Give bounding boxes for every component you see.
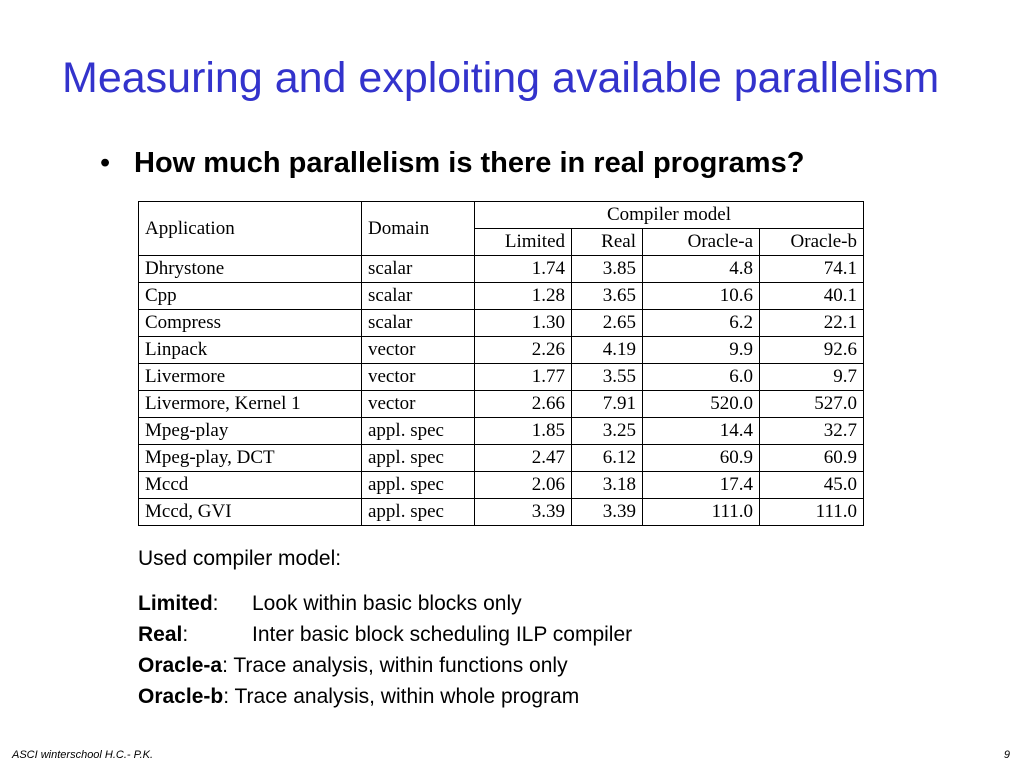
slide-title: Measuring and exploiting available parallelism [62,54,940,102]
cell-oracle-b: 9.7 [760,364,864,391]
cell-real: 4.19 [572,337,643,364]
table-row [139,499,864,526]
cell-domain: vector [362,364,475,391]
cell-oracle-a: 6.2 [643,310,760,337]
legend-term: Real [138,623,183,646]
parallelism-table [138,201,864,526]
legend-description: Trace analysis, within whole program [229,685,580,708]
page-number: 9 [1003,749,1010,761]
cell-oracle-b: 527.0 [760,391,864,418]
legend-term: Limited [138,592,213,615]
cell-domain: appl. spec [362,445,475,472]
cell-oracle-b: 92.6 [760,337,864,364]
cell-limited: 1.77 [475,364,572,391]
cell-domain: vector [362,391,475,418]
table-header-row [139,202,864,229]
cell-oracle-a: 60.9 [643,445,760,472]
header-limited: Limited [475,229,572,256]
cell-real: 3.25 [572,418,643,445]
cell-oracle-b: 32.7 [760,418,864,445]
cell-oracle-b: 40.1 [760,283,864,310]
cell-oracle-a: 4.8 [643,256,760,283]
header-compiler-model: Compiler model [475,202,864,229]
cell-oracle-b: 22.1 [760,310,864,337]
header-domain: Domain [362,202,475,256]
table-row [139,364,864,391]
cell-domain: vector [362,337,475,364]
cell-application: Mpeg-play [139,418,362,445]
bullet-point [100,145,804,181]
cell-limited: 1.28 [475,283,572,310]
cell-domain: scalar [362,310,475,337]
table-row [139,337,864,364]
legend-term: Oracle-a [138,654,223,677]
cell-real: 3.55 [572,364,643,391]
cell-oracle-a: 14.4 [643,418,760,445]
table-row [139,472,864,499]
header-oracle-b: Oracle-b [760,229,864,256]
table-row [139,283,864,310]
cell-real: 3.18 [572,472,643,499]
table-row [139,391,864,418]
legend-item-oracle-b [138,681,632,712]
legend-item-oracle-a [138,650,632,681]
cell-application: Compress [139,310,362,337]
legend-item-limited [138,588,632,619]
cell-oracle-b: 74.1 [760,256,864,283]
table-row [139,418,864,445]
cell-domain: appl. spec [362,418,475,445]
legend-description: Inter basic block scheduling ILP compiler [252,623,633,646]
cell-oracle-a: 111.0 [643,499,760,526]
cell-limited: 1.74 [475,256,572,283]
cell-oracle-b: 60.9 [760,445,864,472]
cell-application: Mccd [139,472,362,499]
compiler-model-legend [138,543,632,712]
cell-real: 3.85 [572,256,643,283]
legend-description: Trace analysis, within functions only [227,654,568,677]
header-application: Application [139,202,362,256]
cell-domain: scalar [362,256,475,283]
cell-oracle-b: 45.0 [760,472,864,499]
cell-limited: 1.30 [475,310,572,337]
cell-oracle-a: 17.4 [643,472,760,499]
cell-limited: 2.47 [475,445,572,472]
header-real: Real [572,229,643,256]
cell-application: Mccd, GVI [139,499,362,526]
cell-limited: 2.26 [475,337,572,364]
cell-real: 2.65 [572,310,643,337]
bullet-icon: • [100,147,111,179]
table-row [139,445,864,472]
cell-oracle-a: 9.9 [643,337,760,364]
legend-item-real [138,619,632,650]
cell-real: 3.39 [572,499,643,526]
cell-real: 7.91 [572,391,643,418]
cell-application: Cpp [139,283,362,310]
cell-real: 6.12 [572,445,643,472]
cell-application: Livermore [139,364,362,391]
cell-limited: 1.85 [475,418,572,445]
legend-term: Oracle-b [138,685,224,708]
cell-limited: 2.66 [475,391,572,418]
table-body [139,256,864,526]
legend-separator: : [212,592,219,615]
table-row [139,310,864,337]
footer-credit: ASCI winterschool H.C.- P.K. [12,749,154,761]
legend-separator: : [182,623,189,646]
cell-application: Linpack [139,337,362,364]
cell-oracle-a: 10.6 [643,283,760,310]
legend-description: Look within basic blocks only [252,592,522,615]
cell-domain: scalar [362,283,475,310]
cell-limited: 3.39 [475,499,572,526]
cell-oracle-a: 520.0 [643,391,760,418]
legend-heading: Used compiler model: [138,547,342,570]
cell-application: Dhrystone [139,256,362,283]
cell-domain: appl. spec [362,499,475,526]
cell-application: Livermore, Kernel 1 [139,391,362,418]
bullet-text: How much parallelism is there in real programs? [134,147,805,179]
legend-separator: : [223,685,230,708]
legend-separator: : [222,654,228,677]
cell-application: Mpeg-play, DCT [139,445,362,472]
cell-real: 3.65 [572,283,643,310]
cell-oracle-b: 111.0 [760,499,864,526]
header-oracle-a: Oracle-a [643,229,760,256]
cell-limited: 2.06 [475,472,572,499]
cell-domain: appl. spec [362,472,475,499]
cell-oracle-a: 6.0 [643,364,760,391]
table-row [139,256,864,283]
